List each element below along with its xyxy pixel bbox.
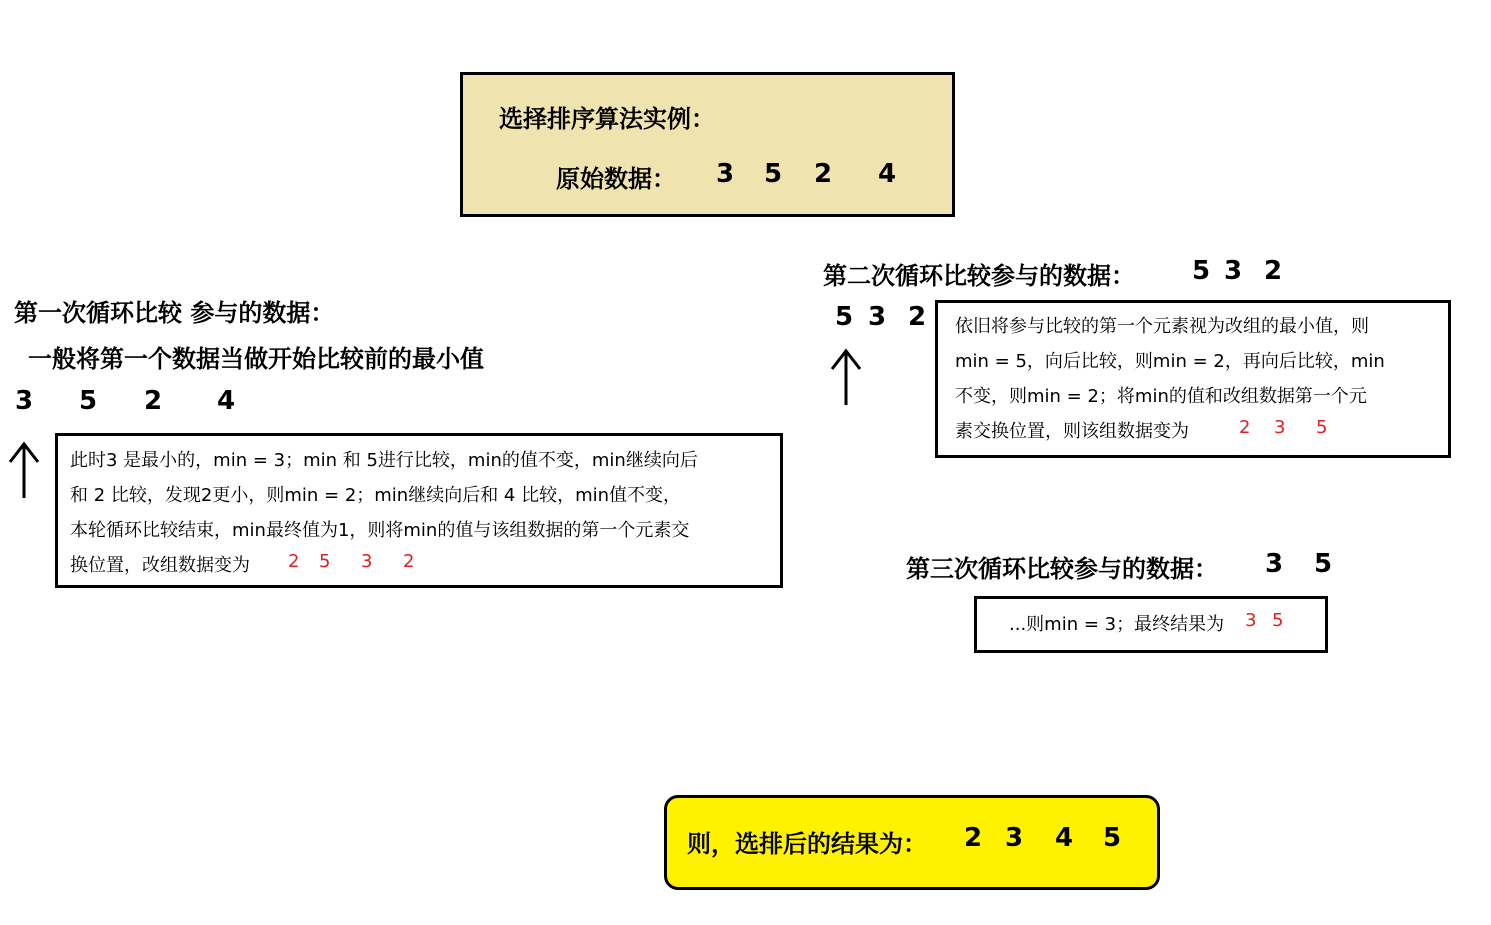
round2-heading-value: 2 — [1264, 256, 1283, 286]
round3-result-value: 3 — [1245, 610, 1257, 631]
final-result-value: 5 — [1103, 823, 1122, 853]
round1-result-value: 2 — [288, 551, 300, 572]
round3-heading-value: 5 — [1314, 549, 1333, 579]
original-data-label: 原始数据： — [556, 165, 676, 193]
round2-value: 5 — [835, 302, 854, 332]
round1-value: 4 — [217, 386, 236, 416]
round1-value: 3 — [15, 386, 34, 416]
original-value: 2 — [814, 159, 833, 189]
round2-explanation-line: 素交换位置，则该组数据变为 — [955, 421, 1189, 442]
round1-value: 5 — [79, 386, 98, 416]
round2-result-value: 3 — [1274, 417, 1286, 438]
round2-heading-value: 5 — [1192, 256, 1211, 286]
final-result-label: 则，选排后的结果为： — [687, 830, 927, 858]
final-result-box — [664, 795, 1160, 890]
round3-explanation-text: ...则min = 3；最终结果为 — [1009, 614, 1225, 635]
final-result-value: 2 — [964, 823, 983, 853]
up-arrow-icon — [830, 347, 864, 409]
round2-explanation-box — [935, 300, 1451, 458]
round3-explanation-box — [974, 596, 1328, 653]
round1-explanation-box — [55, 433, 783, 588]
final-result-value: 4 — [1055, 823, 1074, 853]
final-result-value: 3 — [1005, 823, 1024, 853]
original-value: 4 — [878, 159, 897, 189]
title-heading: 选择排序算法实例： — [499, 105, 715, 133]
round1-explanation-line: 和 2 比较，发现2更小，则min = 2；min继续向后和 4 比较，min值不变， — [70, 485, 682, 506]
round2-heading: 第二次循环比较参与的数据： — [823, 262, 1135, 290]
round1-value: 2 — [144, 386, 163, 416]
round2-result-value: 2 — [1239, 417, 1251, 438]
round1-subheading: 一般将第一个数据当做开始比较前的最小值 — [28, 345, 484, 373]
round2-explanation-line: 依旧将参与比较的第一个元素视为改组的最小值，则 — [955, 316, 1369, 337]
original-value: 5 — [764, 159, 783, 189]
round1-heading: 第一次循环比较 参与的数据： — [14, 299, 335, 327]
up-arrow-icon — [8, 440, 42, 502]
round2-value: 2 — [908, 302, 927, 332]
round1-result-value: 3 — [361, 551, 373, 572]
round3-heading: 第三次循环比较参与的数据： — [906, 555, 1218, 583]
round2-heading-value: 3 — [1224, 256, 1243, 286]
round2-explanation-line: min = 5，向后比较，则min = 2，再向后比较，min — [955, 351, 1385, 372]
original-value: 3 — [716, 159, 735, 189]
round3-heading-value: 3 — [1265, 549, 1284, 579]
round2-result-value: 5 — [1316, 417, 1328, 438]
title-box — [460, 72, 955, 217]
round2-explanation-line: 不变，则min = 2；将min的值和改组数据第一个元 — [955, 386, 1367, 407]
round1-explanation-line: 本轮循环比较结束，min最终值为1，则将min的值与该组数据的第一个元素交 — [70, 520, 690, 541]
round3-result-value: 5 — [1272, 610, 1284, 631]
round1-result-value: 2 — [403, 551, 415, 572]
round1-explanation-line: 换位置，改组数据变为 — [70, 555, 250, 576]
round1-explanation-line: 此时3 是最小的，min = 3；min 和 5进行比较，min的值不变，min继续向后 — [70, 450, 698, 471]
round2-value: 3 — [868, 302, 887, 332]
round1-result-value: 5 — [319, 551, 331, 572]
